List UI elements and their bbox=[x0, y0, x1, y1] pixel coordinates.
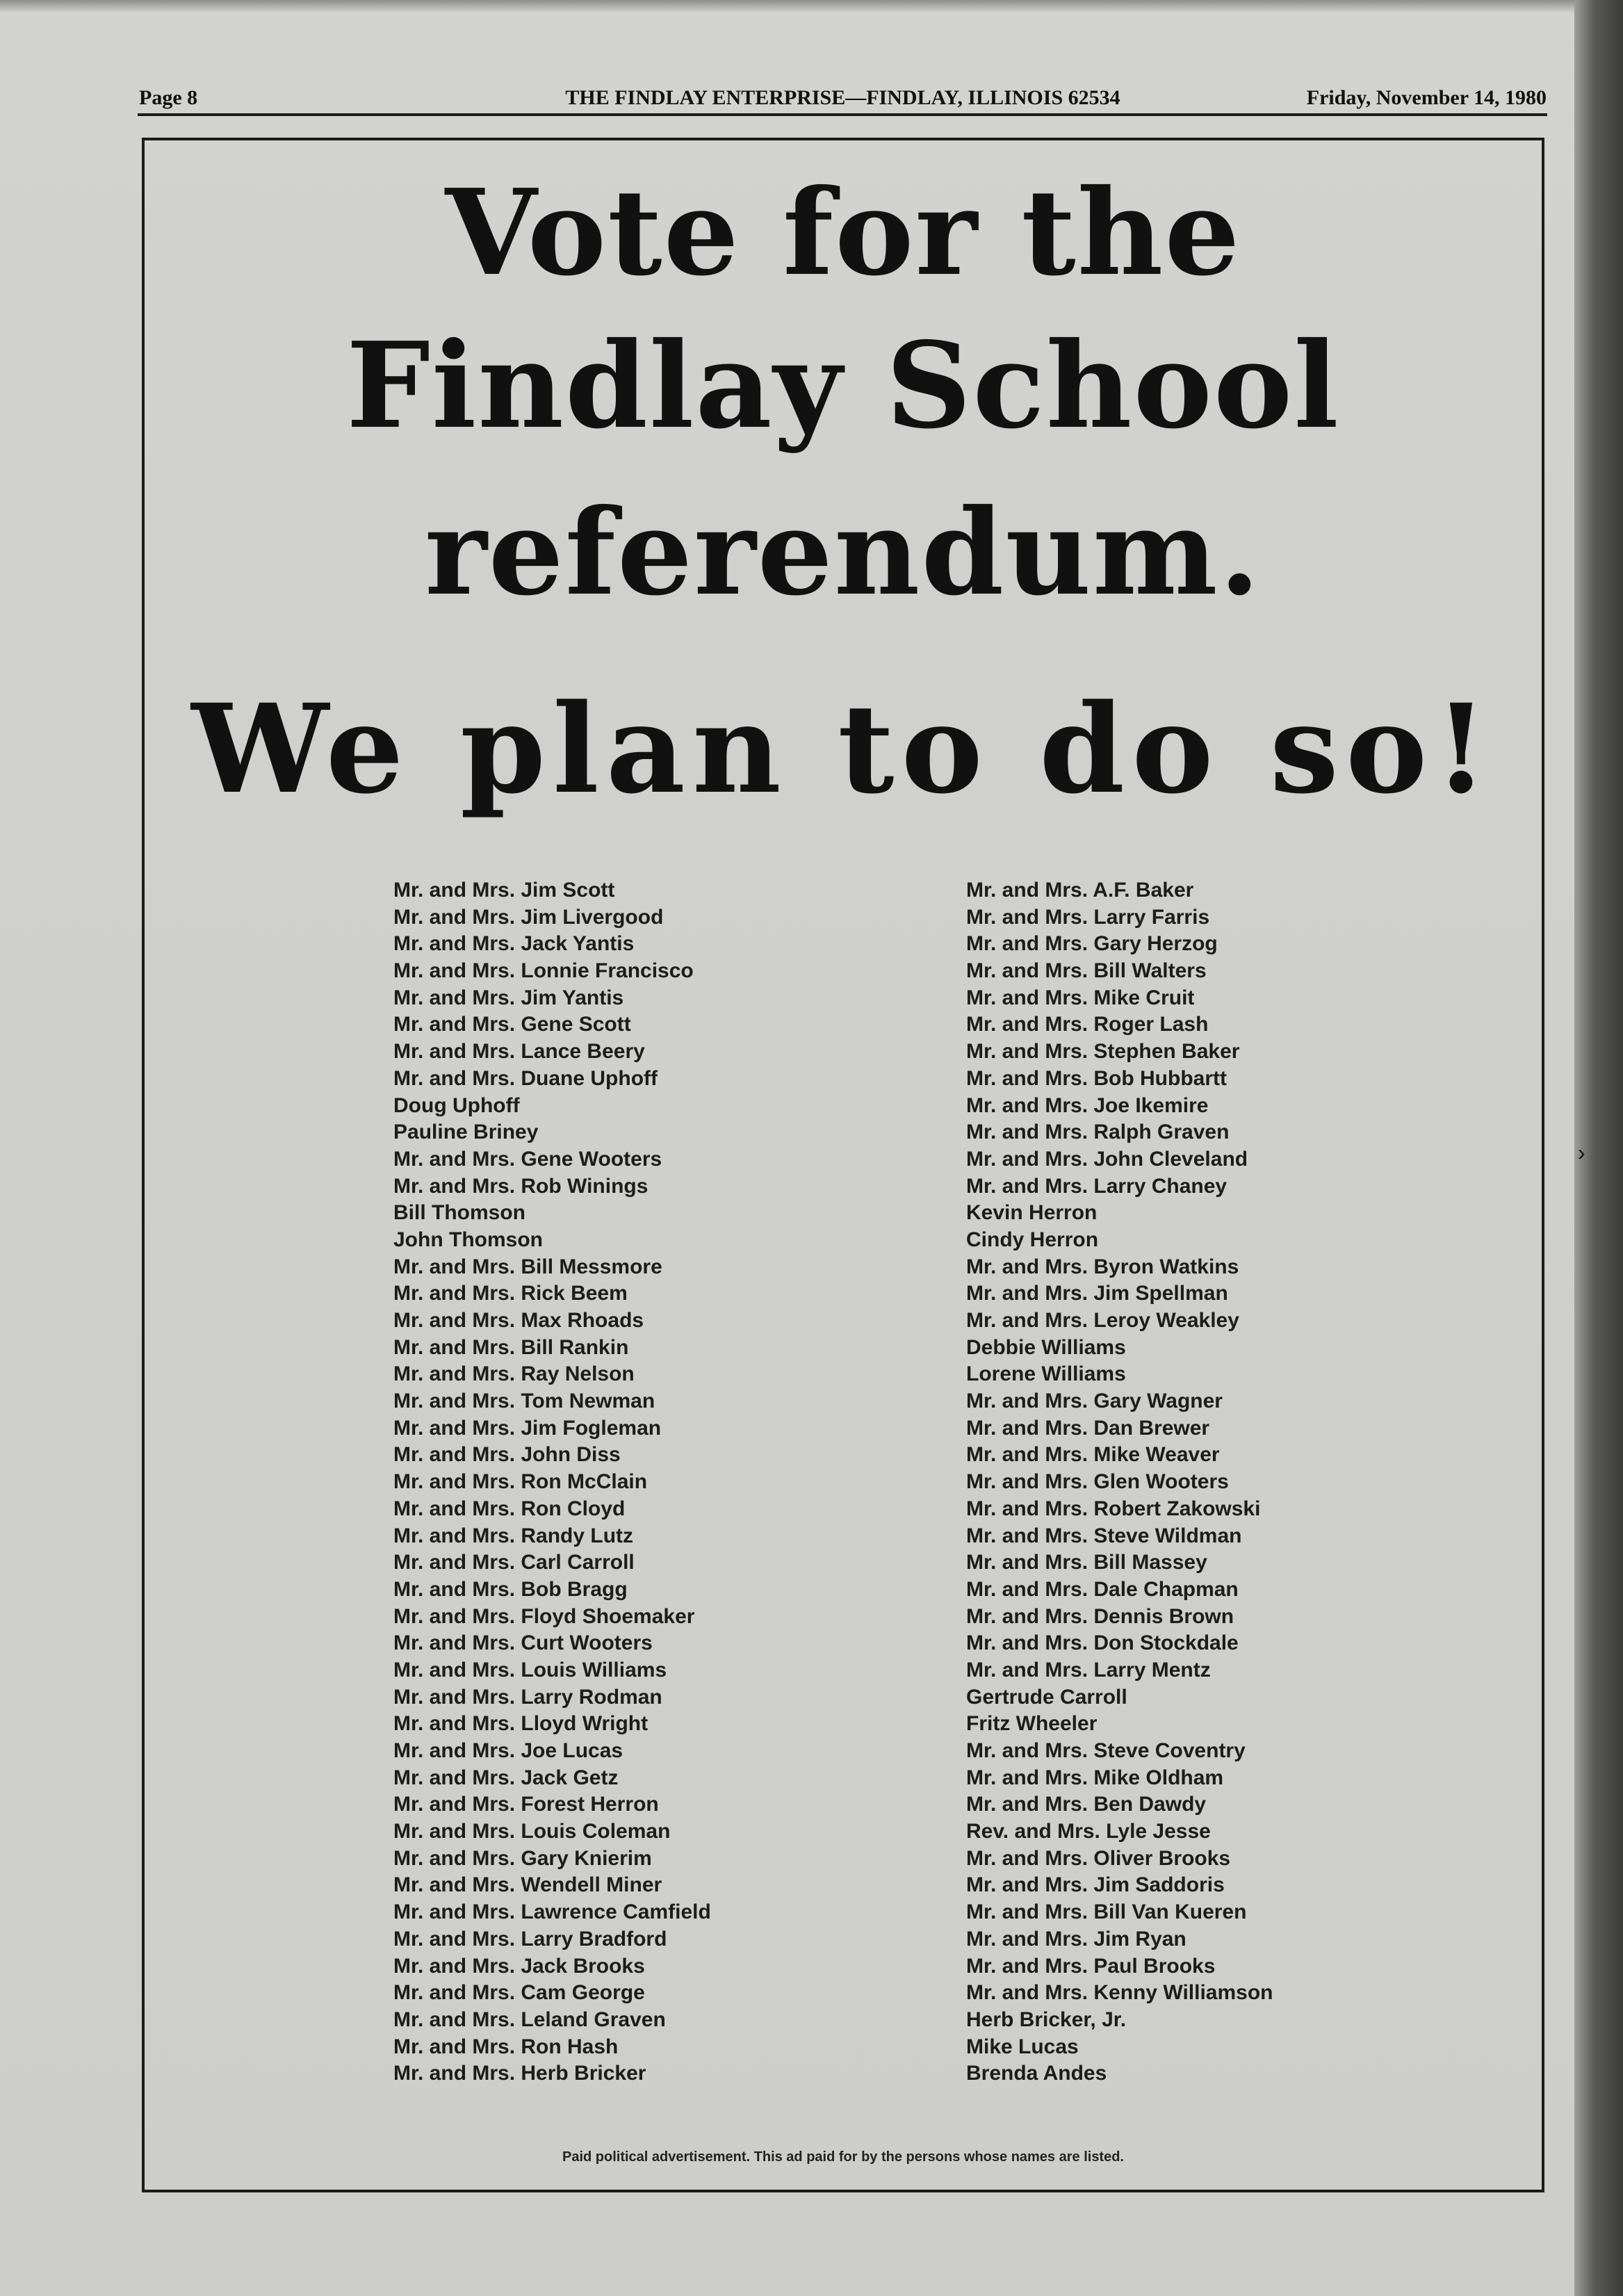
supporter-name: Mr. and Mrs. Jim Yantis bbox=[393, 986, 624, 1009]
supporter-name: Brenda Andes bbox=[966, 2062, 1107, 2085]
supporter-name: Mr. and Mrs. Jim Ryan bbox=[966, 1927, 1186, 1951]
supporter-name: Mr. and Mrs. Gene Scott bbox=[393, 1013, 631, 1036]
supporter-name: Doug Uphoff bbox=[393, 1093, 520, 1117]
names-column-left bbox=[393, 877, 880, 2087]
supporter-name: Pauline Briney bbox=[393, 1121, 539, 1144]
supporter-name: Mr. and Mrs. Bill Massey bbox=[966, 1551, 1207, 1574]
supporter-name: Mr. and Mrs. Ron Hash bbox=[393, 2035, 619, 2058]
newspaper-title: THE FINDLAY ENTERPRISE—FINDLAY, ILLINOIS 62534 bbox=[565, 86, 1120, 109]
margin-mark: › bbox=[1578, 1140, 1585, 1165]
supporter-name: Mr. and Mrs. Mike Oldham bbox=[966, 1766, 1224, 1789]
supporter-name: Mr. and Mrs. Forest Herron bbox=[393, 1793, 659, 1816]
issue-date: Friday, November 14, 1980 bbox=[1306, 86, 1547, 109]
supporter-name: Mr. and Mrs. Rick Beem bbox=[393, 1282, 628, 1305]
supporter-name: Mr. and Mrs. Mike Cruit bbox=[966, 986, 1195, 1009]
supporter-name: Kevin Herron bbox=[966, 1201, 1098, 1225]
supporter-name: Mr. and Mrs. Larry Rodman bbox=[393, 1685, 662, 1709]
supporter-name: Mr. and Mrs. Stephen Baker bbox=[966, 1040, 1240, 1064]
supporter-name: Mr. and Mrs. Bob Bragg bbox=[393, 1577, 628, 1601]
supporter-name: Mr. and Mrs. Larry Farris bbox=[966, 905, 1210, 929]
supporter-name: Mr. and Mrs. Paul Brooks bbox=[966, 1954, 1216, 1978]
supporter-name: Debbie Williams bbox=[966, 1335, 1126, 1359]
supporter-name: Gertrude Carroll bbox=[966, 1685, 1127, 1709]
supporter-name: Mr. and Mrs. Randy Lutz bbox=[393, 1524, 634, 1547]
supporter-name: Mr. and Mrs. Byron Watkins bbox=[966, 1255, 1239, 1278]
supporter-name: Mr. and Mrs. Jim Fogleman bbox=[393, 1416, 662, 1440]
supporter-name: Mr. and Mrs. Dan Brewer bbox=[966, 1416, 1210, 1440]
supporter-name: Mr. and Mrs. Dale Chapman bbox=[966, 1577, 1239, 1601]
supporter-name: Mr. and Mrs. Floyd Shoemaker bbox=[393, 1604, 695, 1628]
supporter-name: Mr. and Mrs. Jim Saddoris bbox=[966, 1873, 1225, 1897]
supporter-name: Cindy Herron bbox=[966, 1228, 1099, 1251]
supporter-name: Mr. and Mrs. Tom Newman bbox=[393, 1390, 655, 1413]
supporter-name: Mr. and Mrs. Rob Winings bbox=[393, 1174, 649, 1198]
supporter-name: Bill Thomson bbox=[393, 1201, 525, 1225]
supporter-name: Lorene Williams bbox=[966, 1362, 1126, 1386]
supporter-name: Mr. and Mrs. Curt Wooters bbox=[393, 1631, 653, 1655]
supporter-name: Mr. and Mrs. Louis Coleman bbox=[393, 1820, 671, 1843]
supporter-name: Fritz Wheeler bbox=[966, 1712, 1098, 1736]
supporter-name: Mr. and Mrs. Lawrence Camfield bbox=[393, 1900, 711, 1924]
supporter-name: Mr. and Mrs. Don Stockdale bbox=[966, 1631, 1239, 1655]
supporter-name: Mr. and Mrs. Larry Chaney bbox=[966, 1174, 1228, 1198]
page-number: Page 8 bbox=[139, 86, 198, 109]
page-top-edge bbox=[0, 0, 1574, 13]
supporter-name: Mr. and Mrs. Ralph Graven bbox=[966, 1121, 1230, 1144]
masthead bbox=[139, 82, 1547, 117]
supporter-name: Herb Bricker, Jr. bbox=[966, 2008, 1127, 2031]
supporter-name: Mr. and Mrs. Duane Uphoff bbox=[393, 1066, 658, 1090]
supporter-name: Mr. and Mrs. Herb Bricker bbox=[393, 2062, 646, 2085]
supporter-name: Rev. and Mrs. Lyle Jesse bbox=[966, 1820, 1211, 1843]
supporter-name: Mr. and Mrs. Jim Livergood bbox=[393, 905, 664, 929]
supporter-name: Mr. and Mrs. Ron Cloyd bbox=[393, 1497, 626, 1520]
supporter-name: Mr. and Mrs. Mike Weaver bbox=[966, 1443, 1220, 1467]
headline-line-2: Findlay School bbox=[346, 316, 1340, 455]
headline-line-1: Vote for the bbox=[445, 163, 1241, 302]
supporter-name: John Thomson bbox=[393, 1228, 543, 1251]
supporter-name: Mr. and Mrs. Kenny Williamson bbox=[966, 1981, 1273, 2005]
masthead-rule bbox=[138, 113, 1547, 116]
supporter-name: Mr. and Mrs. Glen Wooters bbox=[966, 1470, 1229, 1494]
supporter-name: Mr. and Mrs. Jack Yantis bbox=[393, 932, 635, 956]
supporter-name: Mr. and Mrs. Leland Graven bbox=[393, 2008, 666, 2031]
supporter-name: Mr. and Mrs. Gary Herzog bbox=[966, 932, 1218, 956]
supporter-name: Mr. and Mrs. Steve Wildman bbox=[966, 1524, 1242, 1547]
supporter-name: Mr. and Mrs. Roger Lash bbox=[966, 1013, 1209, 1036]
supporter-name: Mr. and Mrs. Gary Wagner bbox=[966, 1390, 1223, 1413]
supporter-name: Mr. and Mrs. John Cleveland bbox=[966, 1147, 1248, 1171]
headline-line-4: We plan to do so! bbox=[191, 677, 1495, 821]
supporter-name: Mr. and Mrs. Bill Rankin bbox=[393, 1335, 629, 1359]
ad-disclaimer: Paid political advertisement. This ad paid for by the persons whose names are listed. bbox=[562, 2149, 1124, 2165]
supporter-name: Mr. and Mrs. John Diss bbox=[393, 1443, 621, 1467]
names-column-right bbox=[966, 877, 1453, 2087]
supporter-name: Mike Lucas bbox=[966, 2035, 1079, 2058]
supporter-name: Mr. and Mrs. Wendell Miner bbox=[393, 1873, 662, 1897]
supporter-name: Mr. and Mrs. Jack Brooks bbox=[393, 1954, 645, 1978]
supporter-name: Mr. and Mrs. Jim Spellman bbox=[966, 1282, 1228, 1305]
supporter-name: Mr. and Mrs. Bill Walters bbox=[966, 959, 1207, 983]
supporter-name: Mr. and Mrs. Bob Hubbartt bbox=[966, 1066, 1227, 1090]
supporter-name: Mr. and Mrs. Gene Wooters bbox=[393, 1147, 662, 1171]
supporter-name: Mr. and Mrs. Steve Coventry bbox=[966, 1739, 1246, 1762]
supporter-name: Mr. and Mrs. Lance Beery bbox=[393, 1040, 645, 1064]
supporter-name: Mr. and Mrs. Bill Messmore bbox=[393, 1255, 662, 1278]
supporter-name: Mr. and Mrs. Louis Williams bbox=[393, 1658, 667, 1682]
supporter-name: Mr. and Mrs. Dennis Brown bbox=[966, 1604, 1234, 1628]
supporter-name: Mr. and Mrs. Joe Ikemire bbox=[966, 1093, 1209, 1117]
headline-line-3: referendum. bbox=[425, 483, 1262, 622]
supporter-name: Mr. and Mrs. Max Rhoads bbox=[393, 1309, 644, 1332]
supporter-name: Mr. and Mrs. Oliver Brooks bbox=[966, 1846, 1231, 1870]
supporter-name: Mr. and Mrs. Joe Lucas bbox=[393, 1739, 623, 1762]
supporter-name: Mr. and Mrs. Carl Carroll bbox=[393, 1551, 635, 1574]
supporter-name: Mr. and Mrs. Lonnie Francisco bbox=[393, 959, 694, 983]
supporter-name: Mr. and Mrs. Lloyd Wright bbox=[393, 1712, 649, 1736]
supporter-name: Mr. and Mrs. Jim Scott bbox=[393, 879, 615, 902]
supporter-name: Mr. and Mrs. Robert Zakowski bbox=[966, 1497, 1261, 1520]
supporter-name: Mr. and Mrs. Ron McClain bbox=[393, 1470, 648, 1494]
supporter-name: Mr. and Mrs. A.F. Baker bbox=[966, 879, 1194, 902]
supporter-name: Mr. and Mrs. Bill Van Kueren bbox=[966, 1900, 1247, 1924]
supporter-name: Mr. and Mrs. Larry Bradford bbox=[393, 1927, 667, 1951]
supporter-name: Mr. and Mrs. Ben Dawdy bbox=[966, 1793, 1207, 1816]
supporter-name: Mr. and Mrs. Gary Knierim bbox=[393, 1846, 652, 1870]
supporter-name: Mr. and Mrs. Cam George bbox=[393, 1981, 645, 2005]
supporter-name: Mr. and Mrs. Larry Mentz bbox=[966, 1658, 1211, 1682]
supporter-name: Mr. and Mrs. Jack Getz bbox=[393, 1766, 619, 1789]
supporter-name: Mr. and Mrs. Leroy Weakley bbox=[966, 1309, 1239, 1332]
supporter-name: Mr. and Mrs. Ray Nelson bbox=[393, 1362, 635, 1386]
